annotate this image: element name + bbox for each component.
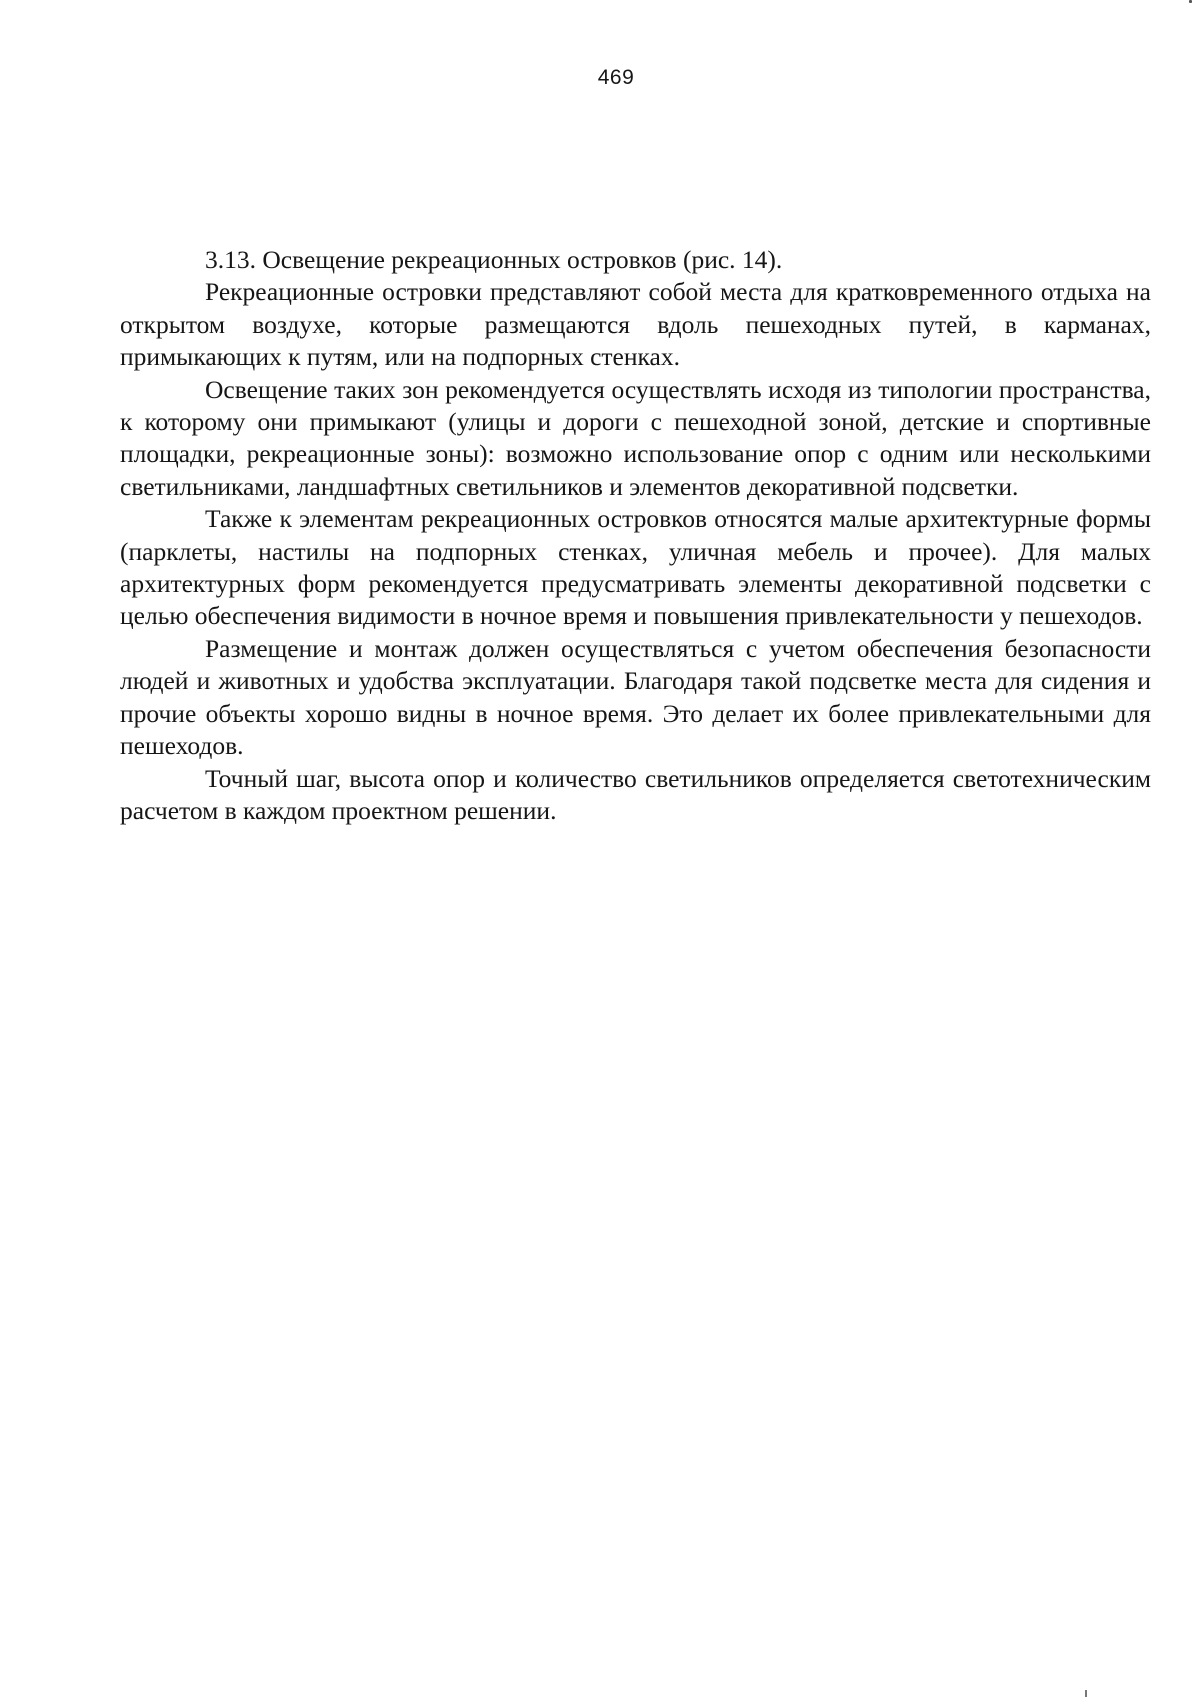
paragraph-recreation-islands: Рекреационные островки представляют собой места для кратковременного отдыха на открытом воздухе, которые размещаются вдоль пешеходных путей, в карманах, примыкающих к путям, или на подпорных стенках. — [120, 277, 1151, 372]
section-body — [120, 244, 1151, 827]
page-number: 469 — [597, 66, 635, 89]
paragraph-lighting-calculation: Точный шаг, высота опор и количество светильников определяется светотехническим расчетом в каждом проектном решении. — [120, 763, 1151, 825]
scan-mark — [1085, 1690, 1087, 1697]
scan-speck — [1189, 0, 1192, 3]
paragraph-installation-safety: Размещение и монтаж должен осуществляться с учетом обеспечения безопасности людей и животных и удобства эксплуатации. Благодаря такой подсветке места для сидения и прочие объекты хорошо видны в ночное время. Это делает их более привлекательными для пешеходов. — [120, 633, 1151, 761]
section-heading: 3.13. Освещение рекреационных островков (рис. 14). — [205, 245, 783, 274]
paragraph-small-architectural-forms: Также к элементам рекреационных островков относятся малые архитектурные формы (парклеты, настилы на подпорных стенках, уличная мебель и прочее). Для малых архитектурных форм рекомендуется предусматривать элементы декоративной подсветки с целью обеспечения видимости в ночное время и повышения привлекательности у пешеходов. — [120, 504, 1151, 631]
paragraph-lighting-approach: Освещение таких зон рекомендуется осуществлять исходя из типологии пространства, к которому они примыкают (улицы и дороги с пешеходной зоной, детские и спортивные площадки, рекреационные зоны): возможно использование опор с одним или несколькими светильниками, ландшафтных светильников и элементов декоративной подсветки. — [120, 374, 1151, 501]
